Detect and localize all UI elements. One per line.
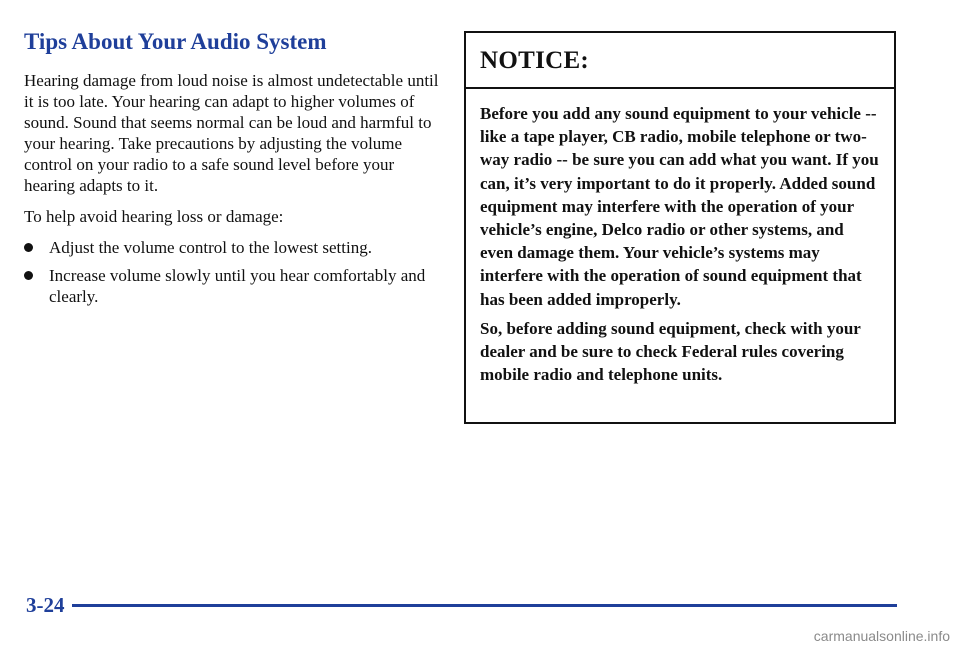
notice-title: NOTICE: (480, 47, 590, 74)
section-title: Tips About Your Audio System (24, 29, 327, 54)
bullet-icon (24, 243, 33, 252)
bullet-icon (24, 271, 33, 280)
page-number: 3-24 (26, 593, 65, 617)
notice-header (466, 33, 894, 89)
notice-paragraph: Before you add any sound equipment to your vehicle -- like a tape player, CB radio, mobile telephone or two-way radio -- be sure you can add what you want. If you can, it’s very important to do it properly. Added sound equipment may interfere with the operation of your vehicle’s engine, Delco radio or other systems, and even damage them. Your vehicle’s systems may interfere with the operation of sound equipment that has been added improperly. (480, 104, 879, 309)
list-item-text: Increase volume slowly until you hear comfortably and clearly. (49, 266, 426, 306)
list-item (24, 237, 444, 258)
advice-lead-paragraph: To help avoid hearing loss or damage: (24, 207, 284, 226)
footer-divider (72, 604, 897, 607)
notice-paragraph: So, before adding sound equipment, check with your dealer and be sure to check Federal rules covering mobile radio and telephone units. (480, 318, 861, 385)
list-item-text: Adjust the volume control to the lowest setting. (49, 238, 372, 257)
intro-paragraph: Hearing damage from loud noise is almost undetectable until it is too late. Your hearing can adapt to higher volumes of sound. Sound that seems normal can be loud and harmful to your hearing. Take precautions by adjusting the volume control on your radio to a safe sound level before your hearing adapts to it. (24, 71, 439, 195)
advice-list (24, 237, 444, 307)
audio-tips-section (24, 28, 444, 314)
list-item (24, 265, 444, 307)
watermark: carmanualsonline.info (813, 628, 950, 644)
notice-box (464, 31, 896, 424)
notice-body (466, 89, 894, 386)
